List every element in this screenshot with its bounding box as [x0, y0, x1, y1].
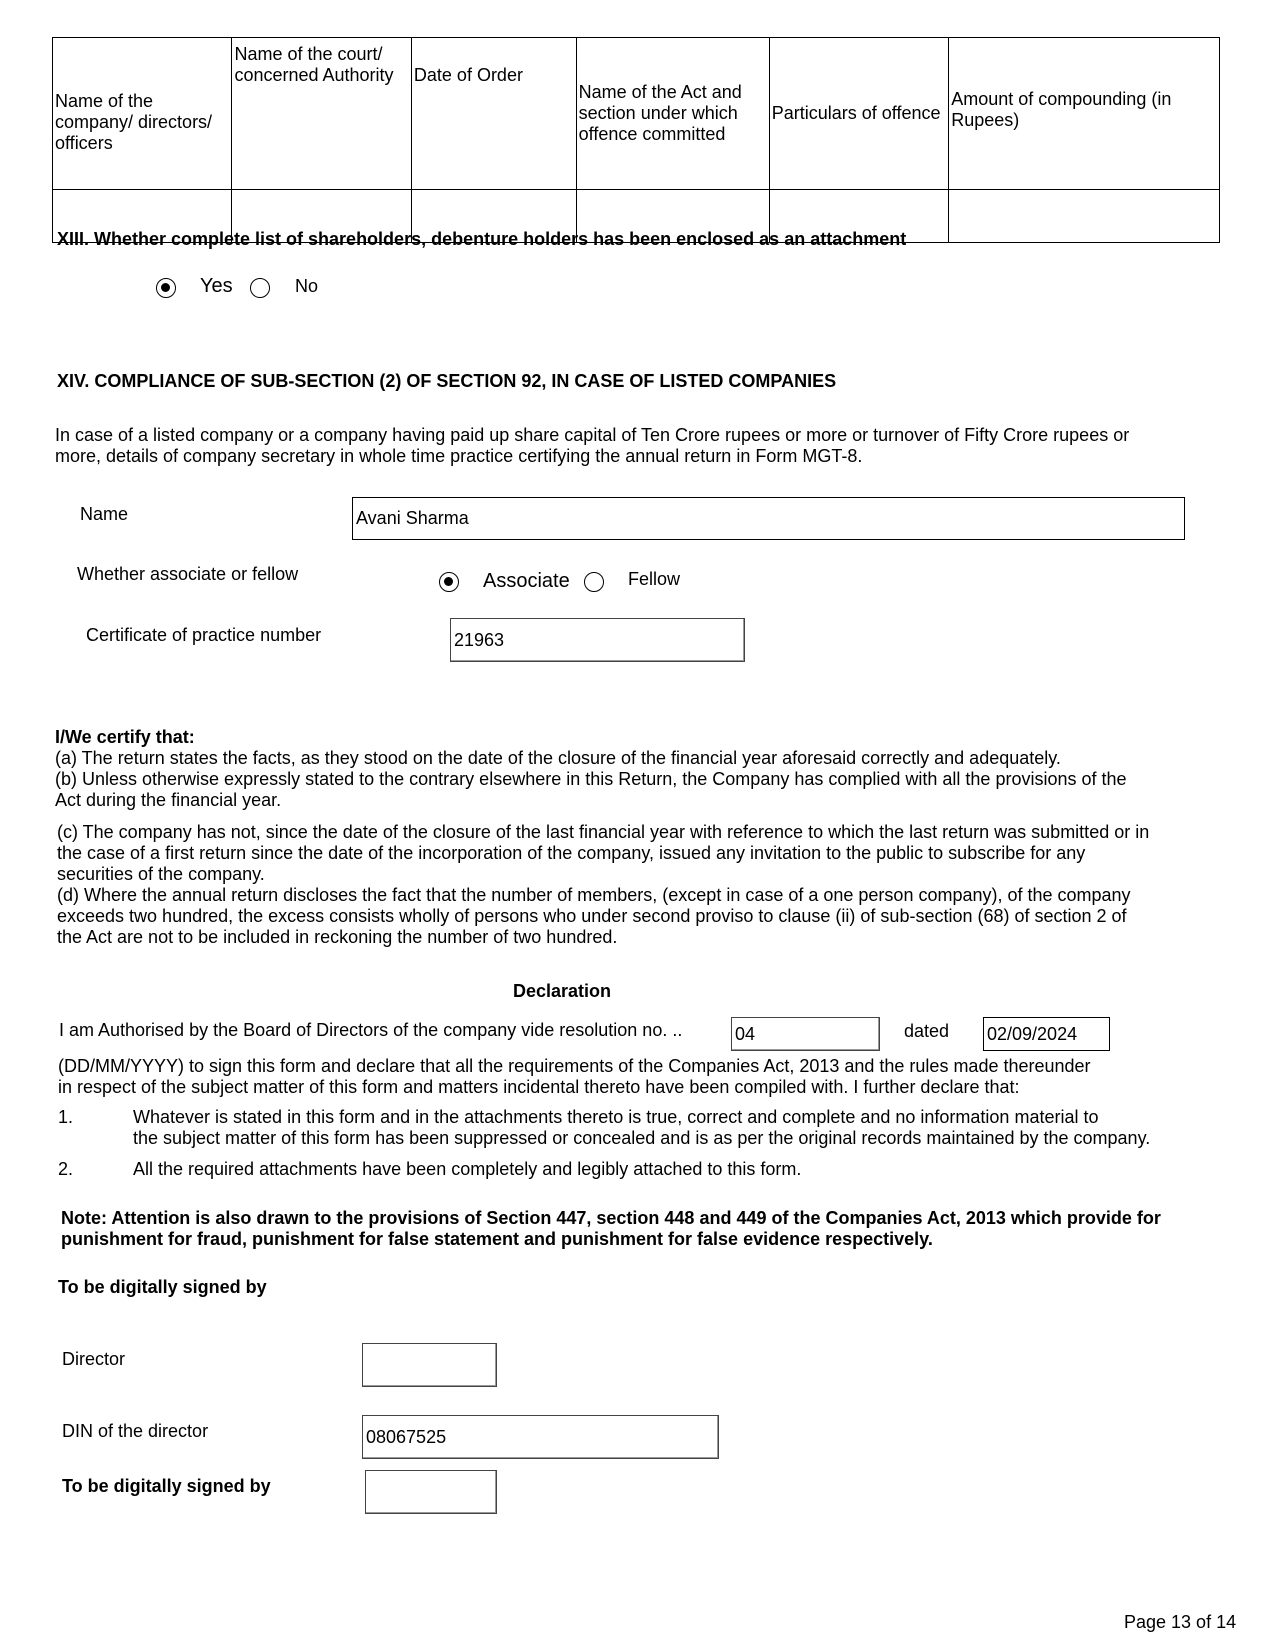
item-line: Whatever is stated in this form and in the attachments thereto is true, correct and complete and no information material to — [133, 1107, 1099, 1127]
certify-cd — [57, 822, 1149, 948]
declaration-text — [58, 1056, 1091, 1098]
declaration-line: (DD/MM/YYYY) to sign this form and declare that all the requirements of the Companies Act, 2013 and the rules made thereunder — [58, 1056, 1091, 1076]
radio-associate-label: Associate — [483, 570, 570, 592]
note-line: punishment for fraud, punishment for false statement and punishment for false evidence respectively. — [61, 1229, 933, 1249]
cop-number-field[interactable]: 21963 — [450, 618, 745, 662]
header-amount: Amount of compounding (in Rupees) — [949, 38, 1220, 190]
certify-line: securities of the company. — [57, 864, 265, 884]
note-text — [61, 1208, 1161, 1250]
table-cell[interactable] — [949, 190, 1220, 243]
table-header-row — [53, 38, 1220, 190]
cop-label: Certificate of practice number — [86, 625, 322, 645]
signed-by-label-2: To be digitally signed by — [62, 1476, 271, 1496]
name-label: Name — [80, 504, 129, 524]
page-number: Page 13 of 14 — [1124, 1612, 1237, 1632]
resolution-number-field[interactable]: 04 — [731, 1017, 880, 1051]
item-2-number: 2. — [58, 1159, 74, 1179]
radio-associate[interactable] — [439, 572, 459, 592]
din-label: DIN of the director — [62, 1421, 209, 1441]
radio-no[interactable] — [250, 278, 270, 298]
intro-line: more, details of company secretary in whole time practice certifying the annual return in Form MGT-8. — [55, 446, 863, 466]
second-signature-field[interactable] — [365, 1470, 497, 1514]
item-1-number: 1. — [58, 1107, 74, 1127]
certify-line: Act during the financial year. — [55, 790, 282, 810]
radio-yes[interactable] — [156, 278, 176, 298]
declaration-line: in respect of the subject matter of this form and matters incidental thereto have been compiled with. I further declare that: — [58, 1077, 1020, 1097]
certify-heading: I/We certify that: — [55, 727, 195, 747]
header-act-section: Name of the Act and section under which offence committed — [576, 38, 769, 190]
director-signature-field[interactable] — [362, 1343, 497, 1387]
section-xiii-heading: XIII. Whether complete list of shareholders, debenture holders has been enclosed as an attachment — [57, 229, 907, 249]
header-court-authority: Name of the court/ concerned Authority — [232, 38, 411, 190]
resolution-date-field[interactable]: 02/09/2024 — [983, 1017, 1110, 1051]
certify-line: the case of a first return since the date of the incorporation of the company, issued any invitation to the public to subscribe for any — [57, 843, 1086, 863]
certify-ab — [55, 748, 1127, 811]
certify-line: (d) Where the annual return discloses the fact that the number of members, (except in case of a one person company), of the company — [57, 885, 1131, 905]
declaration-heading: Declaration — [513, 981, 612, 1001]
radio-no-label: No — [295, 276, 319, 296]
name-field[interactable]: Avani Sharma — [352, 497, 1185, 540]
note-line: Note: Attention is also drawn to the provisions of Section 447, section 448 and 449 of the Companies Act, 2013 which provide for — [61, 1208, 1161, 1228]
associate-fellow-label: Whether associate or fellow — [77, 564, 299, 584]
dated-label: dated — [904, 1021, 950, 1041]
certify-line: the Act are not to be included in reckoning the number of two hundred. — [57, 927, 618, 947]
din-field[interactable]: 08067525 — [362, 1415, 719, 1459]
authorised-text: I am Authorised by the Board of Directors of the company vide resolution no. .. — [59, 1020, 683, 1040]
radio-yes-label: Yes — [200, 275, 233, 297]
header-date-of-order: Date of Order — [411, 38, 576, 190]
certify-line: (a) The return states the facts, as they stood on the date of the closure of the financial year aforesaid correctly and adequately. — [55, 748, 1061, 768]
item-2-text: All the required attachments have been completely and legibly attached to this form. — [133, 1159, 802, 1179]
header-company-directors: Name of the company/ directors/ officers — [53, 38, 232, 190]
item-1-text — [133, 1107, 1150, 1149]
radio-fellow[interactable] — [584, 572, 604, 592]
compounding-table — [52, 37, 1220, 243]
certify-line: (c) The company has not, since the date of the closure of the last financial year with reference to which the last return was submitted or in — [57, 822, 1150, 842]
item-line: the subject matter of this form has been suppressed or concealed and is as per the original records maintained by the company. — [133, 1128, 1151, 1148]
certify-line: (b) Unless otherwise expressly stated to the contrary elsewhere in this Return, the Company has complied with all the provisions of the — [55, 769, 1127, 789]
intro-line: In case of a listed company or a company having paid up share capital of Ten Crore rupees or more or turnover of Fifty Crore rupees or — [55, 425, 1130, 445]
section-xiv-heading: XIV. COMPLIANCE OF SUB-SECTION (2) OF SECTION 92, IN CASE OF LISTED COMPANIES — [57, 371, 837, 391]
section-xiv-intro — [55, 425, 1129, 467]
director-label: Director — [62, 1349, 126, 1369]
header-particulars: Particulars of offence — [769, 38, 948, 190]
radio-fellow-label: Fellow — [628, 569, 681, 589]
signed-by-label: To be digitally signed by — [58, 1277, 267, 1297]
certify-line: exceeds two hundred, the excess consists wholly of persons who under second proviso to clause (ii) of sub-section (68) of section 2 of — [57, 906, 1127, 926]
